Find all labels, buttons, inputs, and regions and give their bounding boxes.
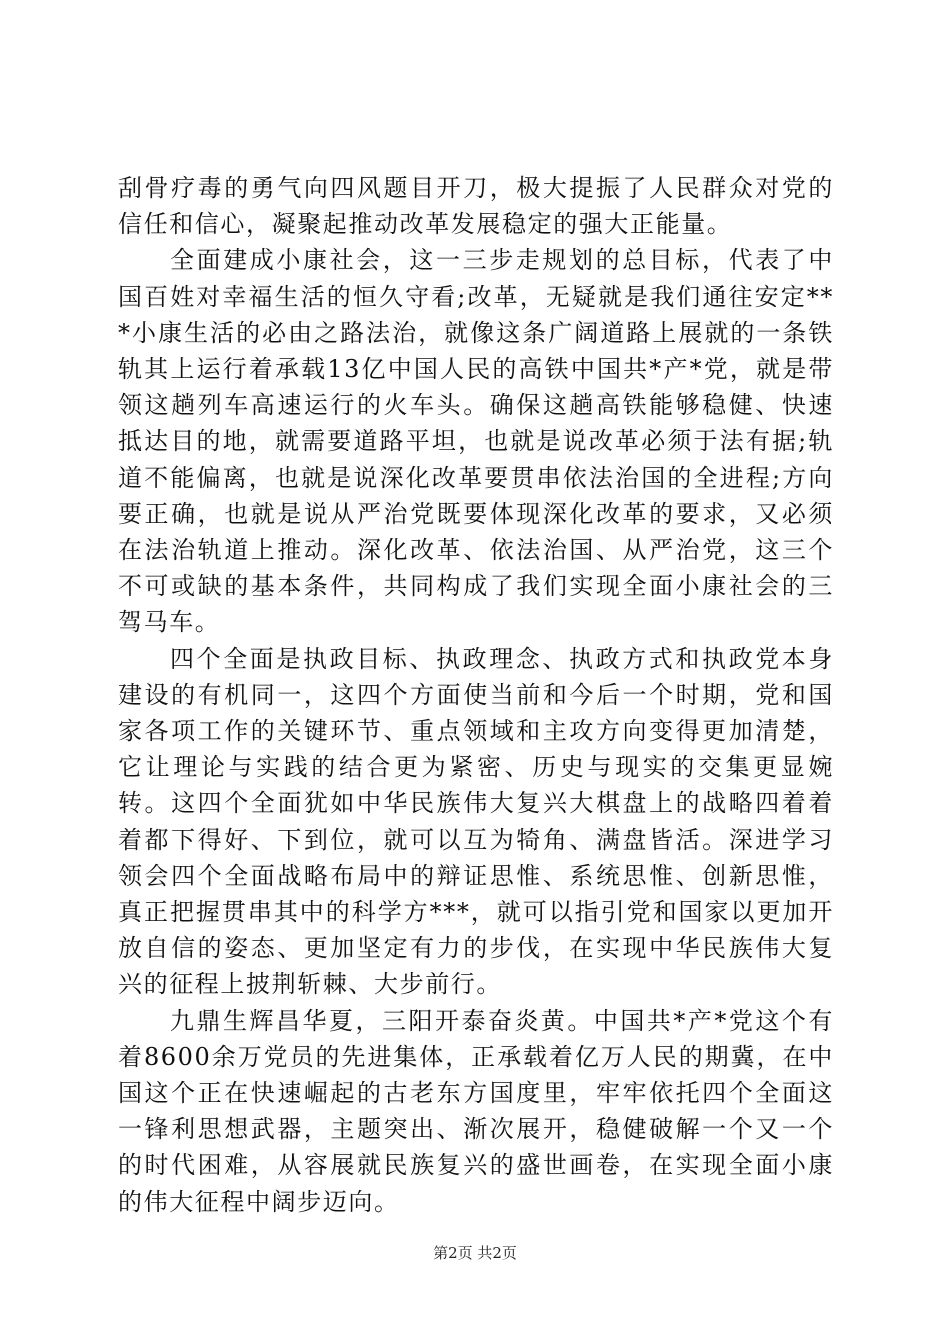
document-body	[118, 170, 834, 1220]
paragraph-1: 刮骨疗毒的勇气向四风题目开刀，极大提振了人民群众对党的信任和信心，凝聚起推动改革发展稳定的强大正能量。	[118, 174, 834, 239]
page-number-footer: 第2页 共2页	[433, 1244, 517, 1262]
paragraph-4: 九鼎生辉昌华夏，三阳开泰奋炎黄。中国共*产*党这个有着8600余万党员的先进集体，正承载着亿万人民的期冀，在中国这个正在快速崛起的古老东方国度里，牢牢依托四个全面这一锋利思想武器，主题突出、渐次展开，稳健破解一个又一个的时代困难，从容展就民族复兴的盛世画卷，在实现全面小康的伟大征程中阔步迈向。	[118, 1006, 834, 1216]
paragraph-3: 四个全面是执政目标、执政理念、执政方式和执政党本身建设的有机同一，这四个方面使当前和今后一个时期，党和国家各项工作的关键环节、重点领域和主攻方向变得更加清楚，它让理论与实践的结合更为紧密、历史与现实的交集更显婉转。这四个全面犹如中华民族伟大复兴大棋盘上的战略四着着着都下得好、下到位，就可以互为犄角、满盘皆活。深进学习领会四个全面战略布局中的辩证思惟、系统思惟、创新思惟，真正把握贯串其中的科学方***，就可以指引党和国家以更加开放自信的姿态、更加坚定有力的步伐，在实现中华民族伟大复兴的征程上披荆斩棘、大步前行。	[118, 644, 834, 999]
paragraph-2: 全面建成小康社会，这一三步走规划的总目标，代表了中国百姓对幸福生活的恒久守看;改革，无疑就是我们通往安定***小康生活的必由之路法治，就像这条广阔道路上展就的一条铁轨其上运行着承载13亿中国人民的高铁中国共*产*党，就是带领这趟列车高速运行的火车头。确保这趟高铁能够稳健、快速抵达目的地，就需要道路平坦，也就是说改革必须于法有据;轨道不能偏离，也就是说深化改革要贯串依法治国的全进程;方向要正确，也就是说从严治党既要体现深化改革的要求，又必须在法治轨道上推动。深化改革、依法治国、从严治党，这三个不可或缺的基本条件，共同构成了我们实现全面小康社会的三驾马车。	[118, 246, 834, 637]
